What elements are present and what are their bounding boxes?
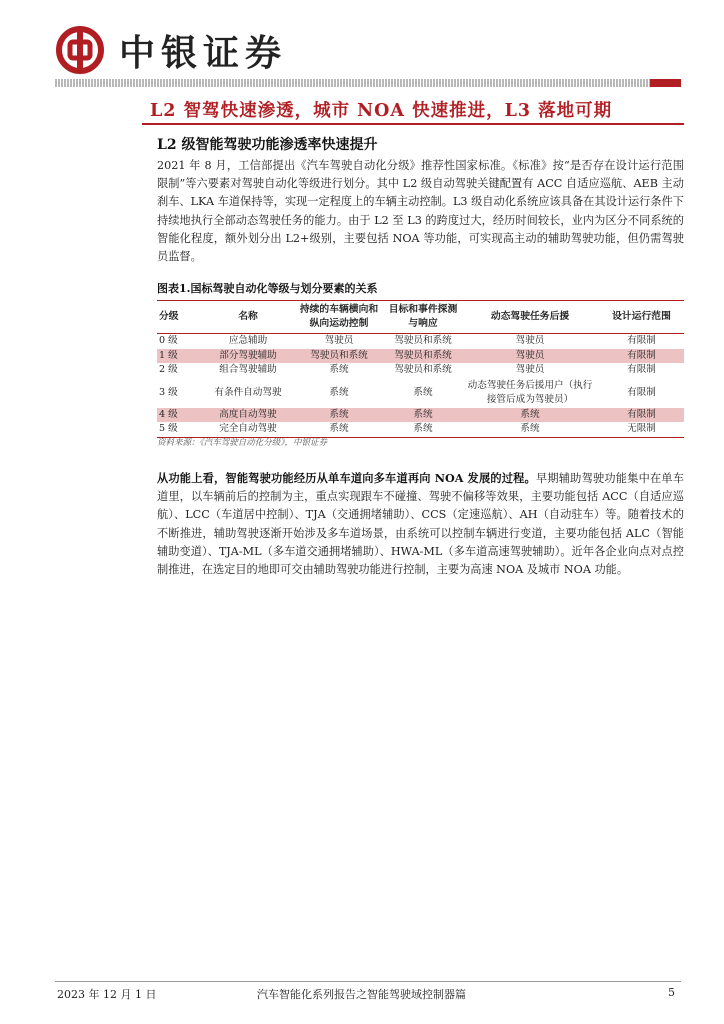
cell: 部分驾驶辅助 xyxy=(203,349,293,364)
header-name: 名称 xyxy=(203,301,293,334)
footer-date: 2023 年 12 月 1 日 xyxy=(57,988,157,1001)
cell: 系统 xyxy=(293,422,385,437)
cell: 驾驶员和系统 xyxy=(385,349,461,364)
paragraph-2-body: 早期辅助驾驶功能集中在单车道里，以车辆前后的控制为主，重点实现跟车不碰撞、驾驶不偏移等效果，主要功能包括 ACC（自适应巡航）、LCC（车道居中控制）、TJA（交通拥堵辅助）、CCS（定速巡航）、AH（自动驻车）等。随着技术的不断推进，辅助驾驶逐渐开始涉及多车道场景，由系统可以控制车辆进行变道，主要功能包括 ALC（智能辅助变道）、TJA-ML（多车道交通拥堵辅助）、HWA-ML（多车道高速驾驶辅助）。近年各企业向点对点控制推进，在选定目的地即可交由辅助驾驶功能进行控制，主要为高速 NOA 及城市 NOA 功能。 xyxy=(157,472,684,577)
table-title: 图表1.国标驾驶自动化等级与划分要素的关系 xyxy=(157,282,378,295)
sub-title: L2 级智能驾驶功能渗透率快速提升 xyxy=(157,137,378,153)
cell: 1 级 xyxy=(157,349,203,364)
cell: 系统 xyxy=(329,364,349,375)
header-odd: 设计运行范围 xyxy=(599,301,684,334)
section-title-underline xyxy=(142,123,684,125)
cell: 系统 xyxy=(329,386,349,398)
header-motion-control: 持续的车辆横向和纵向运动控制 xyxy=(293,301,385,334)
cell: 驾驶员 xyxy=(324,335,354,346)
bank-of-china-logo-icon xyxy=(55,25,105,75)
cell: 驾驶员和系统 xyxy=(394,364,452,375)
cell: 驾驶员和系统 xyxy=(394,335,452,346)
cell: 3 级 xyxy=(159,386,178,398)
table-source-note: 资料来源：《汽车驾驶自动化分级》，中银证券 xyxy=(157,438,328,448)
table-row xyxy=(157,378,684,408)
cell: 系统 xyxy=(461,408,599,423)
section-title: L2 智驾快速渗透，城市 NOA 快速推进，L3 落地可期 xyxy=(150,101,613,121)
autonomy-level-table xyxy=(157,300,684,438)
brand-name: 中银证券 xyxy=(119,32,288,74)
cell: 4 级 xyxy=(157,408,203,423)
cell: 2 级 xyxy=(159,364,178,375)
cell: 无限制 xyxy=(599,422,684,437)
table-row xyxy=(157,349,684,364)
page-header xyxy=(55,25,287,75)
cell: 驾驶员 xyxy=(515,335,545,346)
cell: 系统 xyxy=(413,386,433,398)
paragraph-1: 2021 年 8 月，工信部提出《汽车驾驶自动化分级》推荐性国家标准。《标准》按“是否存在设计运行范围限制”等六要素对驾驶自动化等级进行划分。其中 L2 级自动驾驶关键配置有 ACC 自适应巡航、AEB 主动刹车、LKA 车道保持等，实现一定程度上的车辆主动控制。L3 级自动化系统应该具备在其设计运行条件下持续地执行全部动态驾驶任务的能力。由于 L2 至 L3 的跨度过大，经历时间较长，业内为区分不同系统的智能化程度，额外划分出 L2+级别，主要包括 NOA 等功能，可实现高主动的辅助驾驶功能，但仍需驾驶员监督。 xyxy=(157,159,684,264)
cell: 0 级 xyxy=(159,335,178,346)
header-detection-response: 目标和事件探测与响应 xyxy=(385,301,461,334)
table-header-row xyxy=(157,301,684,334)
cell: 系统 xyxy=(461,422,599,437)
cell: 有限制 xyxy=(599,349,684,364)
cell: 有限制 xyxy=(627,335,656,346)
cell: 系统 xyxy=(385,422,461,437)
cell: 有限制 xyxy=(627,386,656,398)
cell: 有限制 xyxy=(627,364,656,375)
cell: 动态驾驶任务后援用户（执行接管后成为驾驶员） xyxy=(467,379,593,405)
cell: 应急辅助 xyxy=(228,335,268,346)
paragraph-2 xyxy=(157,469,684,579)
table-row xyxy=(157,334,684,349)
cell: 系统 xyxy=(293,408,385,423)
header-rule xyxy=(55,79,681,87)
cell: 高度自动驾驶 xyxy=(203,408,293,423)
header-fallback: 动态驾驶任务后援 xyxy=(461,301,599,334)
cell: 5 级 xyxy=(157,422,203,437)
cell: 驾驶员 xyxy=(515,364,545,375)
table-row xyxy=(157,422,684,437)
cell: 有限制 xyxy=(599,408,684,423)
table-row xyxy=(157,363,684,378)
paragraph-2-lead: 从功能上看，智能驾驶功能经历从单车道向多车道再向 NOA 发展的过程。 xyxy=(157,471,536,485)
header-rule-accent xyxy=(650,79,681,87)
cell: 完全自动驾驶 xyxy=(203,422,293,437)
footer-report-title: 汽车智能化系列报告之智能驾驶域控制器篇 xyxy=(257,988,466,1001)
cell: 驾驶员 xyxy=(461,349,599,364)
page-number: 5 xyxy=(668,986,675,999)
header-level: 分级 xyxy=(157,301,203,334)
cell: 有条件自动驾驶 xyxy=(214,386,282,398)
footer-rule xyxy=(55,981,681,982)
table-row xyxy=(157,408,684,423)
cell: 组合驾驶辅助 xyxy=(219,364,277,375)
cell: 驾驶员和系统 xyxy=(293,349,385,364)
cell: 系统 xyxy=(385,408,461,423)
